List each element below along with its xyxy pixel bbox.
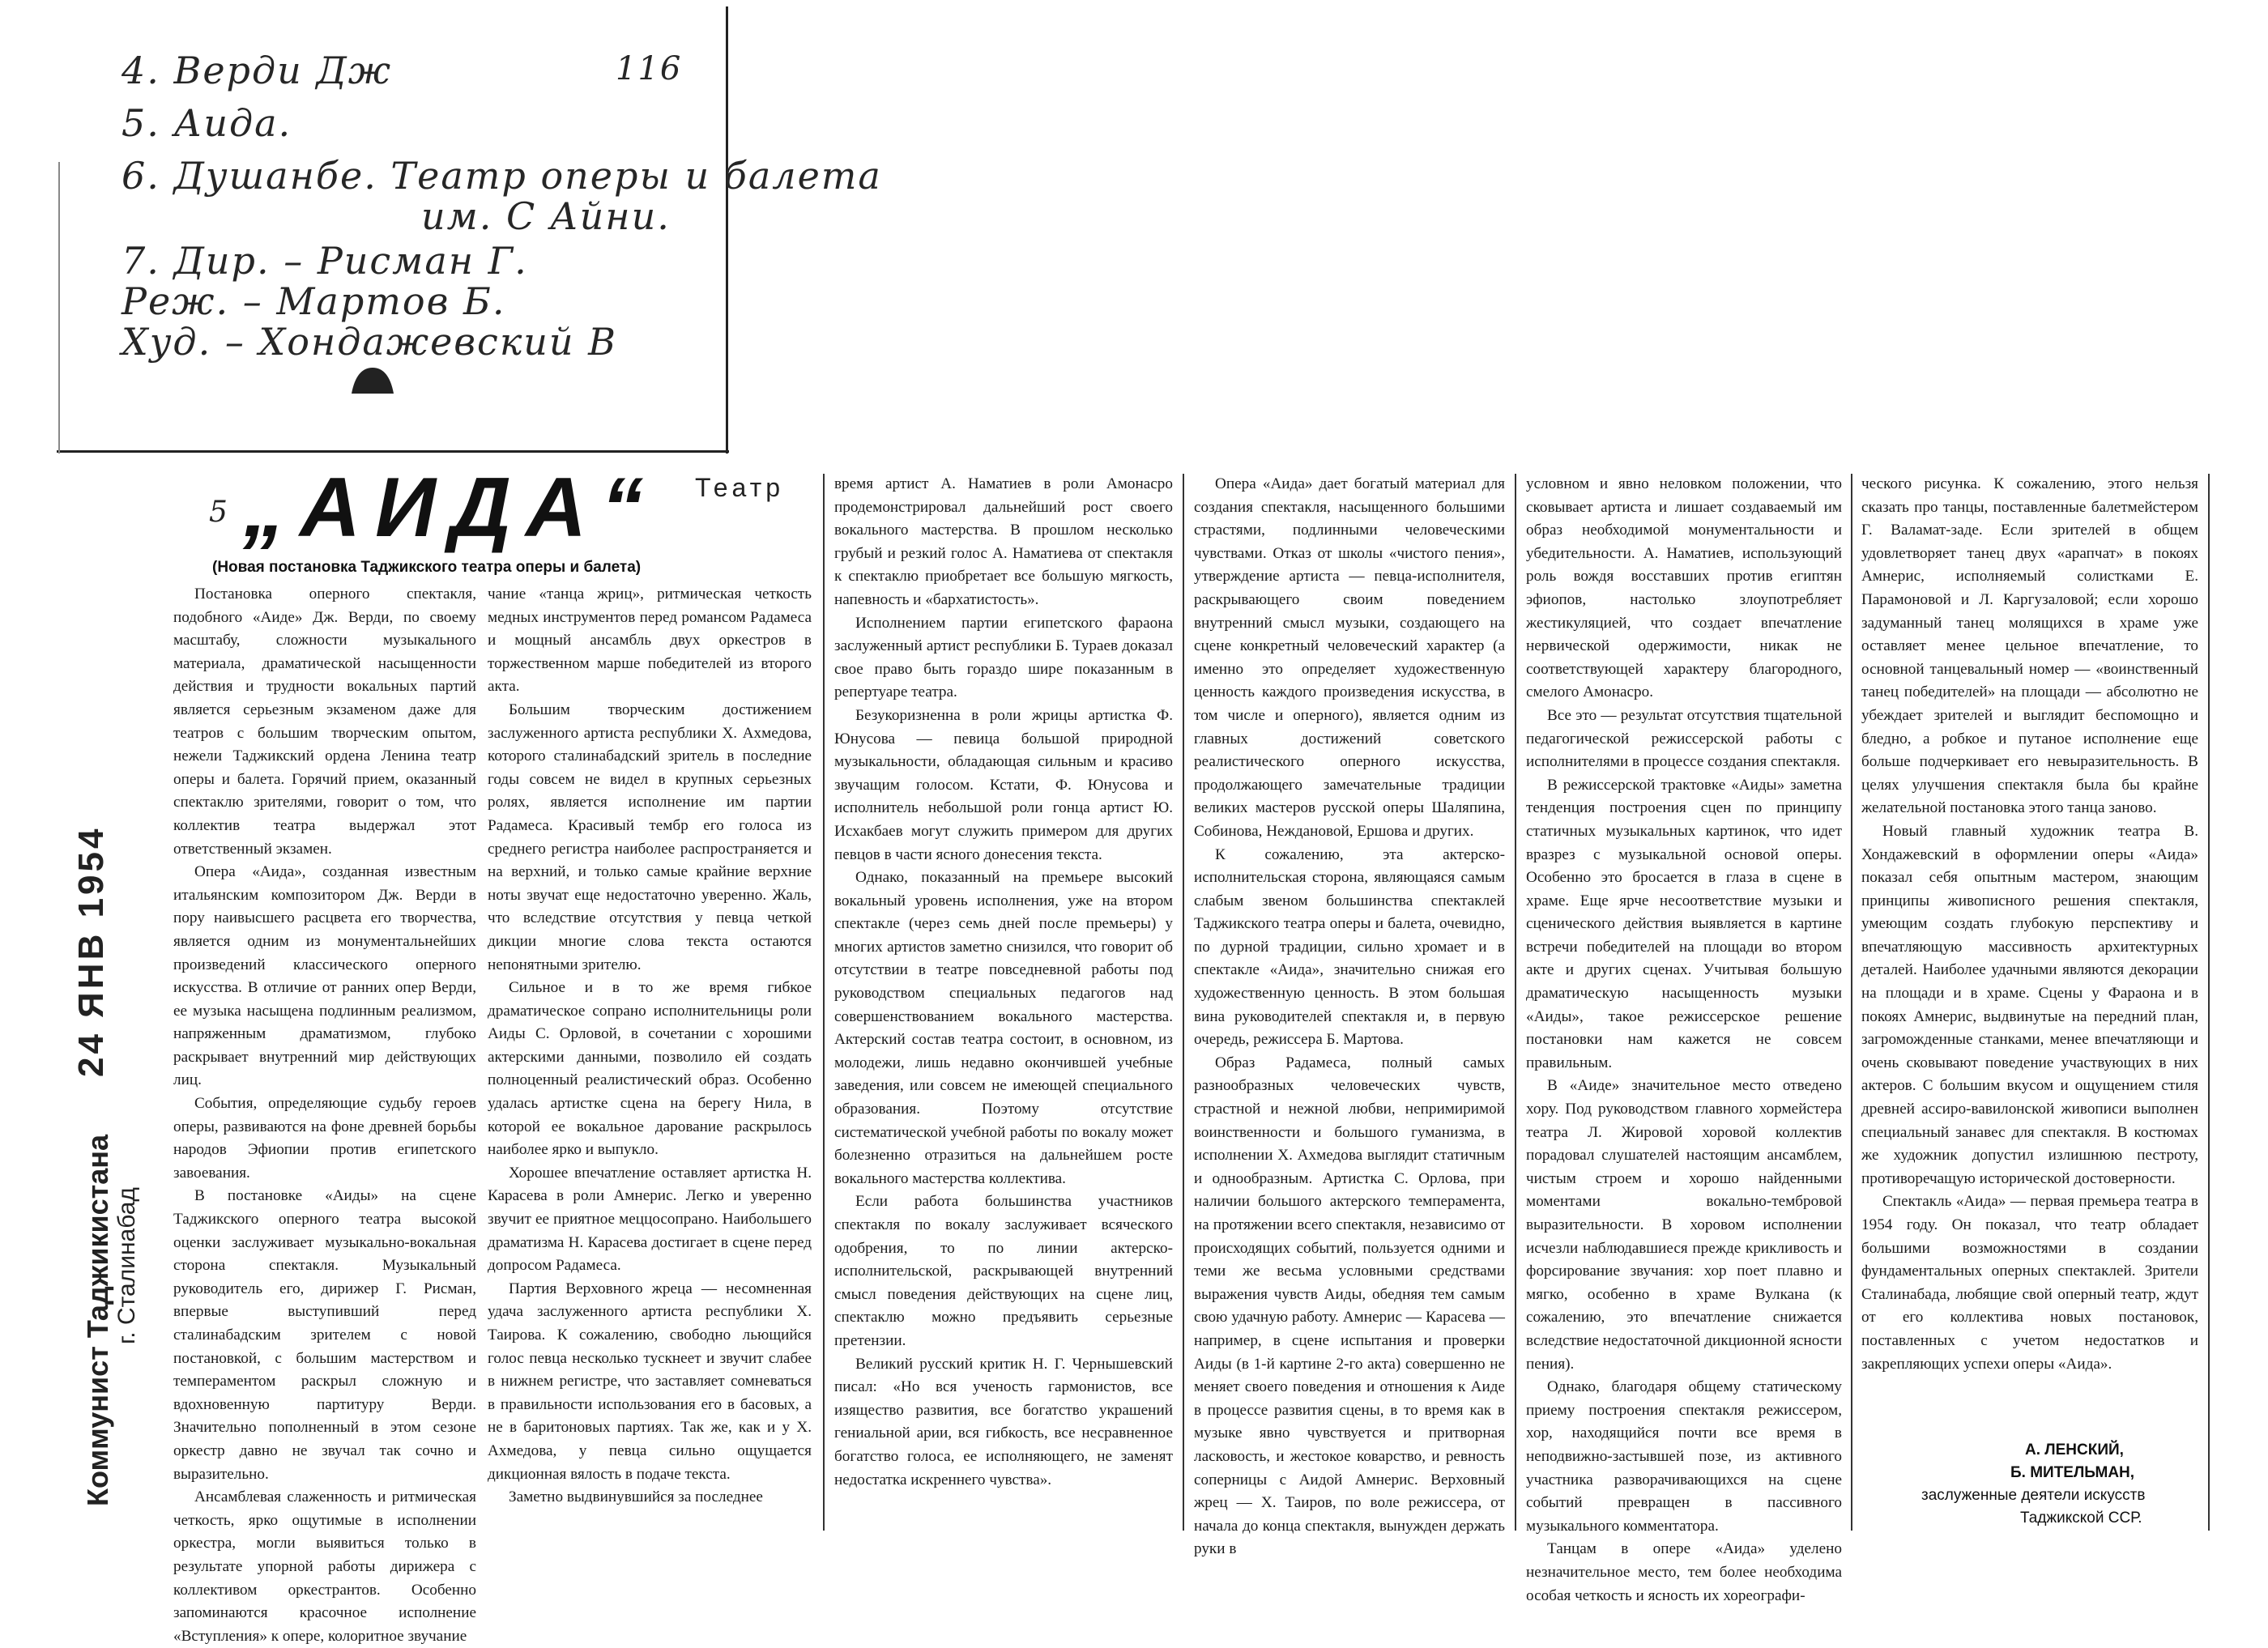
date-stamp: 24 ЯНВ 1954	[71, 825, 111, 1077]
column-rule	[823, 474, 825, 1531]
paragraph: Исполнением партии египетского фараона заслуженный артист республики Б. Тураев доказал свое право быть гораздо шире показанным в репертуаре театра.	[834, 614, 1173, 701]
paragraph: Танцам в опере «Аида» уделено незначительное место, тем более необходима особая четкость и ясность их хореографи-	[1526, 1540, 1842, 1604]
paragraph: ческого рисунка. К сожалению, этого нельзя сказать про танцы, поставленные балетмейстером Г. Валамат-заде. Если зрителей в общем удовлетворяет танец двух «арапчат» в покоях Амнерис, исполняемый солистками Е. Парамоновой и Л. Каргузаловой; если хорошо задуманный танец молящихся в храме уже оставляет менее цельное впечатление, то основной танцевальный номер — «воинственный танец победителей» на площади — абсолютно не убеждает зрителей и выглядит беспомощно и бледно, а робкое и путаное исполнение еще больше подчеркивает его невыразительность. В целях улучшения спектакля была бы крайне желательной постановка этого танца заново.	[1861, 475, 2198, 817]
column-rule	[1515, 474, 1516, 1531]
paragraph: Если работа большинства участников спектакля по вокалу заслуживает всяческого одобрения, то по линии актерско-исполнительской, раскрывающей внутренний смысл поведения действующих на сцене лиц, спектаклю можно предъявить серьезные претензии.	[834, 1193, 1173, 1349]
card-line-director: Реж. – Мартов Б.	[122, 279, 506, 323]
paragraph: В режиссерской трактовке «Аиды» заметна тенденция построения сцен по принципу статичных музыкальных картинок, что идет вразрез с музыкальной основой оперы. Особенно это бросается в глаза в сцене в храме. Еще ярче несоответствие музыки и сценического действия выявляется в картине встречи победителей на площади во втором акте и других сценах. Учитывая большую драматическую насыщенность музыки «Аиды», такое режиссерское решение постановки нам кажется не совсем правильным.	[1526, 776, 1842, 1071]
card-right-border	[726, 6, 728, 454]
article-column-3	[834, 473, 1173, 1531]
rubric-label: Театр	[695, 473, 785, 502]
signature-republic: Таджикской ССР.	[2020, 1510, 2142, 1527]
paragraph: События, определяющие судьбу героев оперы, развиваются на фоне древней борьбы народов Эфиопии против египетского завоевания.	[173, 1095, 476, 1182]
paragraph: К сожалению, эта актерско-исполнительская сторона, являющаяся самым слабым звеном большинства спектаклей Таджикского театра оперы и балета, очевидно, по дурной традиции, сильно хромает и в спектакле «Аида», значительно снижая его художественную ценность. В этом большая вина руководителей спектакля и, в первую очередь, режиссера Б. Мартова.	[1194, 845, 1505, 1049]
article-marker: 5	[209, 496, 228, 529]
paragraph: Сильное и в то же время гибкое драматическое сопрано исполнительницы роли Аиды С. Орловой, в сочетании с хорошими актерскими данными, позволило ей создать полноценный реалистический образ. Особенно удалась артистке сцена на берегу Нила, в которой ее вокальное дарование раскрылось наиболее ярко и выпукло.	[488, 979, 812, 1159]
paragraph: Образ Радамеса, полный самых разнообразных человеческих чувств, страстной и нежной любви, непримиримой воинственности и большого гуманизма, в исполнении Х. Ахмедова выглядит статичным и однообразным. Артистка С. Орлова, при наличии большого актерского темперамента, на протяжении всего спектакля, независимо от происходящих событий, пользуется одними и теми же весьма условными средствами выражения чувств Аиды, обедняя тем самым свою удачную работу. Амнерис — Карасева — например, в сцене испытания и проверки Аиды (в 1-й картине 2-го акта) совершенно не меняет своего поведения и отношения к Аиде в процессе развития сцены, в то время как в музыке явно чувствуется и притворная ласковость, и жестокое коварство, и ревность соперницы с Аидой Амнерис. Верховный жрец — Х. Таиров, по воле режиссера, от начала до конца спектакля, вынужден держать руки в	[1194, 1054, 1505, 1558]
article-column-5	[1526, 473, 1842, 1604]
card-line-title: 5. Аида.	[122, 101, 292, 145]
paragraph: Заметно выдвинувшийся за последнее	[509, 1488, 763, 1506]
staple-hole-icon	[348, 364, 397, 397]
paragraph: Опера «Аида» дает богатый материал для создания спектакля, насыщенного большими страстями, подлинными человеческими чувствами. Отказ от школы «чистого пения», утверждение артиста — певца-исполнителя, раскрывающего своим поведением внутренний смысл музыки, создающего на сцене конкретный человеческий характер (а именно это определяет художественную ценность каждого произведения искусства, в том числе и оперного), является одним из главных достижений советского реалистического оперного искусства, продолжающего замечательные традиции великих мастеров русской оперы Шаляпина, Собинова, Неждановой, Ершова и других.	[1194, 475, 1505, 840]
article-column-6	[1861, 473, 2198, 1437]
card-line-artist: Худ. – Хондажевский В	[122, 320, 617, 364]
article-column-4	[1194, 473, 1505, 1558]
paragraph: Опера «Аида», созданная известным итальянским композитором Дж. Верди в пору наивысшего расцвета его творчества, является одним из монументальнейших произведений классического оперного искусства. В отличие от ранних опер Верди, ее музыка насыщена подлинным реализмом, напряженным драматизмом, глубоко раскрывает внутренний мир действующих лиц.	[173, 863, 476, 1089]
paragraph: Спектакль «Аида» — первая премьера театра в 1954 году. Он показал, что театр обладает большими возможностями в создании фундаментальных оперных спектаклей. Зрители Сталинабада, любящие свой оперный театр, ждут от его коллектива новых постановок, поставленных с учетом недостатков и закрепляющих успехи оперы «Аида».	[1861, 1193, 2198, 1373]
signature-author-1: А. ЛЕНСКИЙ,	[2025, 1441, 2124, 1459]
paragraph: В постановке «Аиды» на сцене Таджикского оперного театра высокой оценки заслуживает музыкально-вокальная сторона спектакля. Музыкальный руководитель его, дирижер Г. Рисман, впервые выступивший перед сталинабадским зрителем с новой постановкой, с большим мастерством и темпераментом раскрыл сложную и вдохновенную партитуру Верди. Значительно пополненный в этом сезоне оркестр давно не звучал так сочно и выразительно.	[173, 1187, 476, 1483]
column-rule	[1183, 474, 1184, 1531]
paragraph: время артист А. Наматиев в роли Амонасро продемонстрировал дальнейший рост своего вокального мастерства. В прошлом несколько грубый и резкий голос А. Наматиева от спектакля к спектаклю приобретает все большую мягкость, напевность и «бархатистость».	[834, 475, 1173, 608]
paragraph: В «Аиде» значительное место отведено хору. Под руководством главного хормейстера театра Л. Жировой хоровой коллектив порадовал слушателей настоящим ансамблем, чистым строем и хорошо найденными моментами вокально-тембровой выразительности. В хоровом исполнении исчезли наблюдавшиеся прежде крикливость и форсирование звучания: хор поет плавно и мягко, особенно в храме Вулкана (к сожалению, это впечатление снижается вследствие недостаточной дикционной ясности пения).	[1526, 1077, 1842, 1373]
paragraph: Постановка оперного спектакля, подобного «Аиде» Дж. Верди, по своему масштабу, сложности музыкального материала, драматической насыщенности действия и трудности вокальных партий является серьезным экзаменом даже для театров с большим творческим опытом, нежели Таджикский ордена Ленина театр оперы и балета. Горячий прием, оказанный спектаклю зрителями, говорит о том, что коллектив театра выдержал этот ответственный экзамен.	[173, 586, 476, 858]
card-bottom-border	[57, 450, 729, 453]
column-rule	[1851, 474, 1852, 1531]
paragraph: Хорошее впечатление оставляет артистка Н. Карасева в роли Амнерис. Легко и уверенно звучит ее приятное меццосопрано. Наибольшего драматизма Н. Карасева достигает в сцене перед допросом Радамеса.	[488, 1164, 812, 1275]
paragraph: Однако, благодаря общему статическому приему построения спектакля режиссером, хор, находящийся почти все время в неподвижно-застывшей позе, из активного участника разворачивающихся на сцене событий превращен в пассивного музыкального комментатора.	[1526, 1378, 1842, 1535]
paragraph: Большим творческим достижением заслуженного артиста республики Х. Ахмедова, которого сталинабадский зритель в последние годы совсем не видел в крупных серьезных ролях, является исполнение им партии Радамеса. Красивый тембр его голоса из среднего регистра наиболее распространяется и на верхний, и только самые крайние верхние ноты звучат еще недостаточно уверенно. Жаль, что вследствие отсутствия у певца четкой дикции многие слова текста остаются непонятными зрителю.	[488, 701, 812, 973]
newspaper-stamp: Коммунист Таджикистана	[81, 1134, 114, 1506]
article-title: „АИДА“	[243, 461, 659, 555]
paragraph: Великий русский критик Н. Г. Чернышевский писал: «Но вся ученость гармонистов, все изящество развития, все богатство украшений гениальной арии, вся гибкость, все несравненное богатство голоса, ее исполняющего, не заменят недостатка искреннего чувства».	[834, 1355, 1173, 1488]
paragraph: Ансамблевая слаженность и ритмическая четкость, ярко ощутимые в исполнении оркестра, могли выявиться только в результате упорной работы дирижера с коллективом оркестрантов. Особенно запоминаются красочное исполнение «Вступления» к опере, колоритное звучание	[173, 1488, 476, 1645]
paragraph: Партия Верховного жреца — несомненная удача заслуженного артиста республики Х. Таирова. К сожалению, свободно льющийся голос певца несколько тускнеет и звучит слабее в нижнем регистре, что заставляет сомневаться в правильности использования его в басовых, а не в баритоновых партиях. Так же, как и у Х. Ахмедова, у певца сильно ощущается дикционная вялость в подаче текста.	[488, 1280, 812, 1483]
card-left-border	[58, 162, 60, 454]
signature-role: заслуженные деятели искусств	[1921, 1487, 2146, 1504]
article-subtitle: (Новая постановка Таджикского театра оперы и балета)	[212, 559, 642, 576]
paragraph: Новый главный художник театра В. Хондажевский в оформлении оперы «Аида» показал себя опытным мастером, знающим принципы живописного решения спектакля, умеющим создать глубокую перспективу и впечатляющую массивность архитектурных деталей. Наиболее удачными являются декорации на площади и в храме. Сцены у Фараона и в покоях Амнерис, выдвинутые на передний план, загроможденные станками, менее впечатляющи и очень сковывают поведение участвующих в них актеров. С большим вкусом и ощущением стиля древней ассиро-вавилонской живописи выполнен специальный занавес для спектакля. В костюмах же художник допустил излишнюю пестроту, противоречащую исторической достоверности.	[1861, 822, 2198, 1187]
card-page-number: 116	[616, 50, 683, 87]
signature-author-2: Б. МИТЕЛЬМАН,	[2010, 1464, 2135, 1481]
paragraph: условном и явно неловком положении, что сковывает артиста и лишает создаваемый им образ необходимой монументальности и убедительности. А. Наматиев, использующий роль вождя восставших против египтян эфиопов, настолько злоупотребляет жестикуляцией, что создает впечатление нервической одержимости, никак не соответствующей характеру благородного, смелого Амонасро.	[1526, 475, 1842, 701]
card-line-theatre-name: им. С Айни.	[421, 194, 671, 238]
card-line-composer: 4. Верди Дж	[122, 49, 393, 92]
paragraph: чание «танца жриц», ритмическая четкость медных инструментов перед романсом Радамеса и мощный ансамбль двух оркестров в торжественном марше победителей из второго акта.	[488, 586, 812, 696]
card-line-theatre: 6. Душанбе. Театр оперы и балета	[122, 154, 882, 198]
paragraph: Безукоризненна в роли жрицы артистка Ф. Юнусова — певица большой природной музыкальности, обладающая сильным и красиво звучащим голосом. Кстати, Ф. Юнусова и исполнитель небольшой роли гонца артист Ю. Исхакбаев могут служить примером для других певцов в части ясного донесения текста.	[834, 706, 1173, 863]
column-rule	[2208, 474, 2210, 1531]
article-column-1	[173, 583, 476, 1645]
article-column-2	[488, 583, 812, 1531]
city-stamp: г. Сталинабад	[113, 1187, 140, 1344]
paragraph: Однако, показанный на премьере высокий вокальный уровень исполнения, уже на втором спектакле (через семь дней после премьеры) у многих артистов заметно снизился, что говорит об отсутствии в театре повседневной работы под руководством специальных педагогов над совершенствованием вокального мастерства. Актерский состав театра состоит, в основном, из молодежи, лишь недавно окончившей учебные заведения, или совсем не имеющей специального образования. Поэтому отсутствие систематической учебной работы по вокалу может болезненно отразиться на дальнейшем росте вокального мастерства коллектива.	[834, 869, 1173, 1187]
paragraph: Все это — результат отсутствия тщательной педагогической режиссерской работы с исполнителями в процессе создания спектакля.	[1526, 706, 1842, 771]
card-line-conductor: 7. Дир. – Рисман Г.	[122, 239, 528, 283]
